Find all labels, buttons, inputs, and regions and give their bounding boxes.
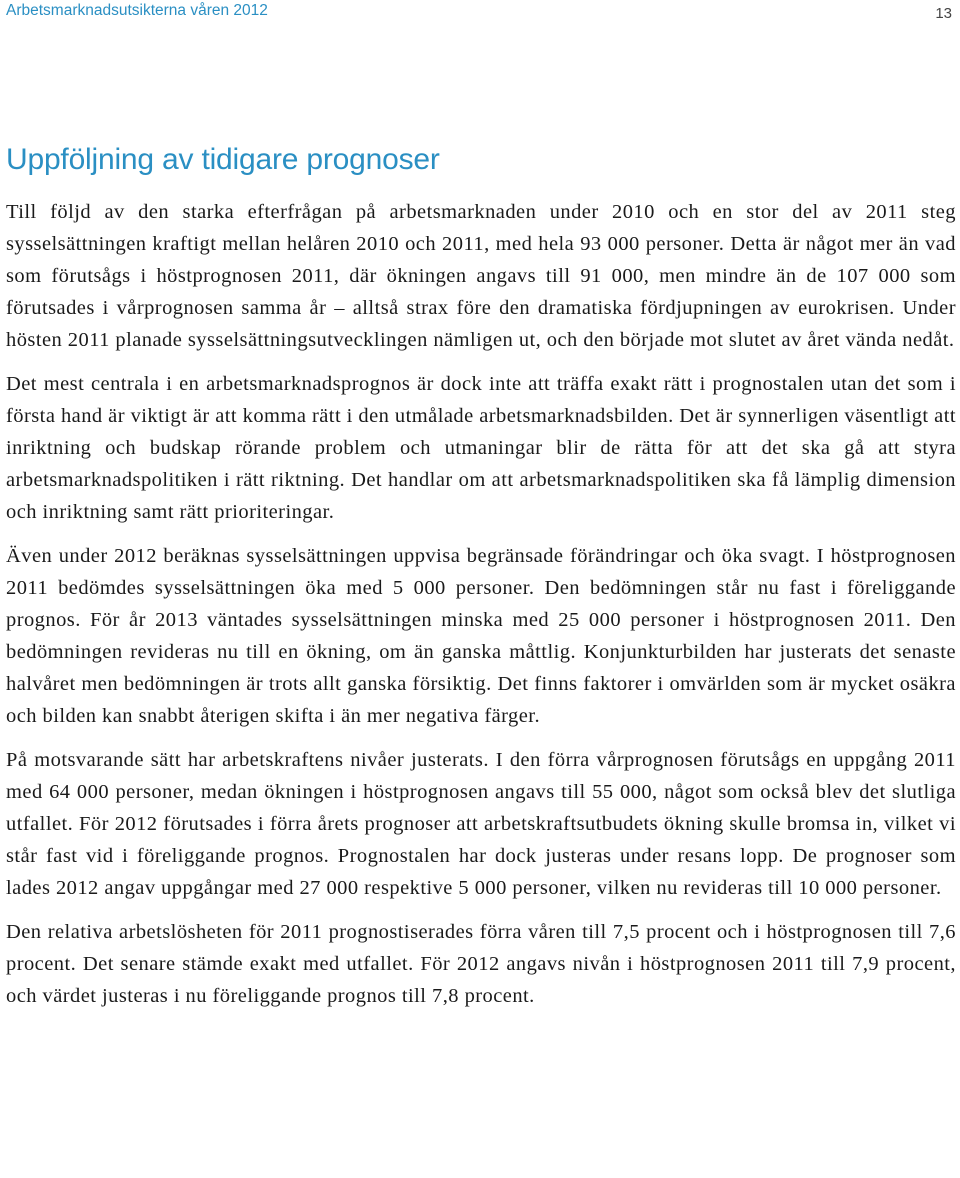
page-number: 13	[935, 5, 952, 22]
paragraph-5: Den relativa arbetslösheten för 2011 prognostiserades förra våren till 7,5 procent och i höstprognosen till 7,6 procent. Det senare stämde exakt med utfallet. För 2012 angavs nivån i höstprognosen 2011 till 7,9 procent, och värdet justeras i nu föreliggande prognos till 7,8 procent.	[6, 921, 956, 1007]
paragraph-1: Till följd av den starka efterfrågan på arbetsmarknaden under 2010 och en stor del av 2011 steg sysselsättningen kraftigt mellan helåren 2010 och 2011, med hela 93 000 personer. Detta är något mer än vad som förutsågs i höstprognosen 2011, där ökningen angavs till 91 000, men mindre än de 107 000 som förutsades i vårprognosen samma år – alltså strax före den dramatiska fördjupningen av eurokrisen. Under hösten 2011 planade sysselsättningsutvecklingen nämligen ut, och den började mot slutet av året vända nedåt.	[6, 201, 956, 351]
page-header	[0, 0, 960, 24]
paragraph-4: På motsvarande sätt har arbetskraftens nivåer justerats. I den förra vårprognosen förutsågs en uppgång 2011 med 64 000 personer, medan ökningen i höstprognosen angavs till 55 000, något som också blev det slutliga utfallet. För 2012 förutsades i förra årets prognoser att arbetskraftsutbudets ökning skulle bromsa in, vilket vi står fast vid i föreliggande prognos. Prognostalen har dock justeras under resans lopp. De prognoser som lades 2012 angav uppgångar med 27 000 respektive 5 000 personer, vilken nu revideras till 10 000 personer.	[6, 749, 956, 899]
paragraph-2: Det mest centrala i en arbetsmarknadsprognos är dock inte att träffa exakt rätt i prognostalen utan det som i första hand är viktigt är att komma rätt i den utmålade arbetsmarknadsbilden. Det är synnerligen väsentligt att inriktning och budskap rörande problem och utmaningar blir de rätta för att det ska gå att styra arbetsmarknadspolitiken i rätt riktning. Det handlar om att arbetsmarknadspolitiken ska få lämplig dimension och inriktning samt rätt prioriteringar.	[6, 373, 956, 523]
section-title: Uppföljning av tidigare prognoser	[6, 143, 440, 176]
main-content	[6, 140, 956, 1024]
paragraph-3: Även under 2012 beräknas sysselsättningen uppvisa begränsade förändringar och öka svagt. I höstprognosen 2011 bedömdes sysselsättningen öka med 5 000 personer. Den bedömningen står nu fast i föreliggande prognos. För år 2013 väntades sysselsättningen minska med 25 000 personer i höstprognosen 2011. Den bedömningen revideras nu till en ökning, om än ganska måttlig. Konjunkturbilden har justerats det senaste halvåret men bedömningen är trots allt ganska försiktig. Det finns faktorer i omvärlden som är mycket osäkra och bilden kan snabbt återigen skifta i än mer negativa färger.	[6, 545, 956, 727]
running-title: Arbetsmarknadsutsikterna våren 2012	[6, 2, 268, 19]
